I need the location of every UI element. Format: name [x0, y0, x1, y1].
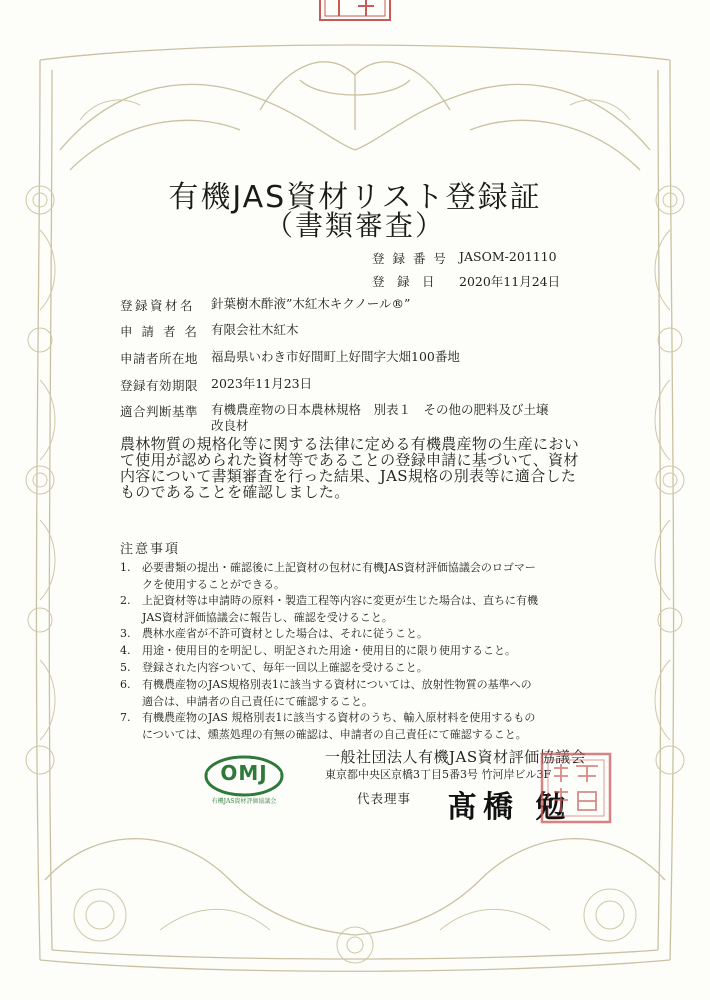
- field-value-expiry: 2023年11月23日: [211, 376, 313, 391]
- field-label-applicant-name: 申 請 者 名: [120, 324, 200, 339]
- note-item-4: [120, 643, 590, 660]
- note-text: 有機農産物のJAS規格別表1に該当する資材については、放射性物質の基準への: [142, 678, 532, 691]
- note-text: については、燻蒸処理の有無の確認は、申請者の自己責任にて確認すること。: [142, 727, 527, 741]
- note-item-6: [120, 677, 590, 710]
- registration-number-value: JASOM-201110: [459, 249, 557, 264]
- issuer-organization: 一般社団法人有機JAS資材評価協議会: [325, 748, 587, 766]
- field-value-material-name: 針葉樹木酢液”木紅木キクノール®”: [211, 296, 411, 311]
- note-text: 適合は、申請者の自己責任にて確認すること。: [142, 694, 373, 708]
- note-text: 登録された内容ついて、毎年一回以上確認を受けること。: [142, 661, 428, 674]
- statement-line: て使用が認められた資材等であることの登録申請に基づいて、資材: [120, 451, 579, 469]
- note-number: 6.: [120, 678, 131, 691]
- field-value-standard: 有機農産物の日本農林規格 別表１ その他の肥料及び土壌: [211, 402, 549, 417]
- note-item-3: [120, 626, 590, 643]
- top-seal: [318, 0, 392, 22]
- field-label-applicant-address: 申請者所在地: [120, 351, 199, 366]
- statement-line: 農林物質の規格化等に関する法律に定める有機農産物の生産におい: [120, 435, 580, 453]
- note-number: 3.: [120, 627, 131, 640]
- field-value-applicant-address: 福島県いわき市好間町上好間字大畑100番地: [211, 349, 460, 364]
- representative-signature: 髙橋 勉: [447, 790, 572, 825]
- certificate-title: 有機JAS資材リスト登録証: [168, 180, 542, 215]
- note-text: クを使用することができる。: [142, 577, 285, 591]
- note-item-2: [120, 593, 590, 626]
- omj-logo-text: OMJ: [220, 761, 268, 785]
- omj-logo: [201, 752, 287, 808]
- field-value-standard-cont: 改良材: [211, 418, 249, 433]
- note-text: 農林水産省が不許可資材とした場合は、それに従うこと。: [142, 627, 428, 640]
- certification-statement: [120, 436, 590, 500]
- notes-heading: 注意事項: [120, 542, 181, 557]
- field-label-expiry: 登録有効期限: [120, 378, 199, 393]
- certificate-subtitle: （書類審査）: [264, 209, 445, 242]
- note-item-1: [120, 560, 590, 593]
- official-seal: [540, 752, 612, 824]
- note-text: JAS資材評価協議会に報告し、確認を受けること。: [142, 610, 393, 624]
- omj-logo-caption: 有機JAS資材評価協議会: [211, 798, 277, 805]
- note-number: 7.: [120, 711, 131, 724]
- statement-line: 内容について書類審査を行った結果、JAS規格の別表等に適合した: [120, 467, 577, 485]
- note-text: 有機農産物のJAS 規格別表1に該当する資材のうち、輸入原材料を使用するもの: [142, 711, 536, 724]
- issuer-address: 東京都中央区京橋3丁目5番3号 竹河岸ビル3F: [325, 768, 552, 781]
- note-item-5: [120, 660, 590, 677]
- note-text: 必要書類の提出・確認後に上記資材の包材に有機JAS資材評価協議会のロゴマー: [142, 561, 536, 574]
- registration-date-value: 2020年11月24日: [459, 274, 561, 289]
- registration-date-label: 登 録 日: [372, 274, 435, 289]
- statement-line: ものであることを確認しました。: [120, 483, 350, 501]
- note-number: 5.: [120, 661, 131, 674]
- note-text: 上記資材等は申請時の原料・製造工程等内容に変更が生じた場合は、直ちに有機: [142, 594, 538, 607]
- note-text: 用途・使用目的を明記し、明記された用途・使用目的に限り使用すること。: [142, 644, 516, 657]
- note-number: 4.: [120, 644, 131, 657]
- representative-label: 代表理事: [357, 791, 412, 806]
- note-item-7: [120, 710, 590, 743]
- field-label-standard: 適合判断基準: [120, 404, 199, 419]
- note-number: 1.: [120, 561, 131, 574]
- field-label-material-name: 登録資材名: [120, 298, 196, 313]
- note-number: 2.: [120, 594, 131, 607]
- field-value-applicant-name: 有限会社木紅木: [211, 322, 299, 337]
- registration-number-label: 登 録 番 号: [372, 251, 448, 266]
